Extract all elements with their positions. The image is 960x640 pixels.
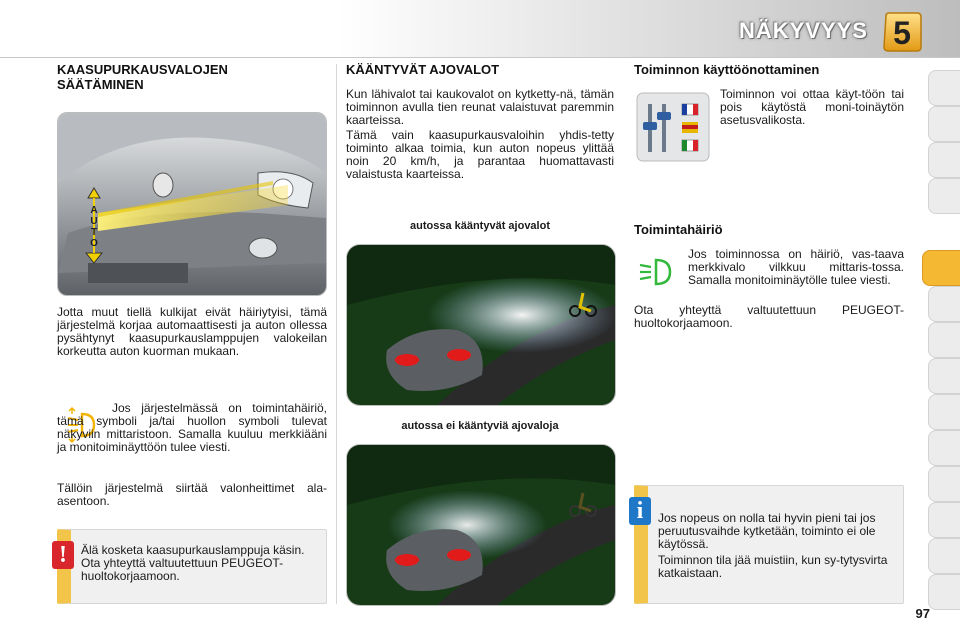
car-headlight-image (57, 112, 327, 296)
auto-label-u: U (90, 216, 98, 227)
middle-paragraph-1: Kun lähivalot tai kaukovalot on kytketty-nä, tämän toiminnon avulla tien reunat valaistuvat paremmin kaarteissa. (346, 87, 614, 127)
chapter-number: 5 (893, 15, 911, 51)
left-paragraph-1: Jotta muut tiellä kulkijat eivät häiriytyisi, tämä järjestelmä korjaa automaattisesti ja auton ollessa pysähtynyt kaasupurkauslamppujen valokeilan korkeutta auton kuorman mukaan. (57, 305, 327, 358)
middle-heading: KÄÄNTYVÄT AJOVALOT (346, 62, 500, 77)
chapter-number-badge (880, 10, 924, 54)
info-icon: i (629, 497, 651, 525)
caption-non-adaptive: autossa ei kääntyviä ajovaloja (401, 420, 559, 432)
auto-label-o: O (90, 238, 98, 249)
chapter-tab[interactable] (928, 70, 960, 106)
left-paragraph-2: Jos järjestelmässä on toimintahäiriö, tämä symboli ja/tai huollon symboli tulevat näkyviin mittaristoon. Samalla kuuluu merkkiääni ja monitoiminäyttöön tulee viesti. (57, 401, 327, 454)
settings-menu-icon (636, 92, 710, 162)
right-heading-activation: Toiminnon käyttöönottaminen (634, 62, 820, 77)
chapter-tab[interactable] (928, 394, 960, 430)
right-paragraph-fault: Jos toiminnossa on häiriö, vas-taava merkkivalo vilkkuu mittaris-tossa. Samalla monitoiminäytölle tulee viesti. (688, 247, 904, 287)
chapter-title: NÄKYVYYS (738, 18, 868, 43)
info-text: Jos nopeus on nolla tai hyvin pieni tai jos peruutusvaihde kytketään, toiminto ei ole käytössä. (658, 511, 876, 551)
chapter-tab[interactable] (928, 358, 960, 394)
right-paragraph-activation: Toiminnon voi ottaa käyt-töön tai pois käytöstä moni-toinäytön asetusvalikosta. (720, 87, 904, 127)
warning-box (57, 529, 327, 604)
chapter-tab[interactable] (928, 466, 960, 502)
right-paragraph-contact: Ota yhteyttä valtuutettuun PEUGEOT-huoltokorjaamoon. (634, 303, 904, 330)
right-heading-fault: Toimintahäiriö (634, 222, 723, 237)
warning-icon: ! (52, 541, 74, 569)
caption-adaptive: autossa kääntyvät ajovalot (409, 220, 550, 232)
info-text-2: Toiminnon tila jää muistiin, kun sy-tytysvirta katkaistaan. (658, 553, 888, 580)
chapter-tab[interactable] (928, 430, 960, 466)
adaptive-lights-image (346, 244, 616, 406)
chapter-tab[interactable] (928, 106, 960, 142)
warning-text: Älä kosketa kaasupurkauslamppuja käsin. Ota yhteyttä valtuutettuun PEUGEOT-huoltokorjaamoon. (81, 543, 305, 583)
left-heading: KAASUPURKAUSVALOJEN SÄÄTÄMINEN (57, 62, 228, 92)
non-adaptive-lights-image (346, 444, 616, 606)
peugeot-lion-logo (153, 173, 173, 197)
adaptive-headlamp-fault-icon (636, 256, 678, 290)
chapter-tab[interactable] (928, 574, 960, 610)
chapter-tab[interactable] (928, 286, 960, 322)
info-box (634, 485, 904, 604)
chapter-tab[interactable] (928, 142, 960, 178)
chapter-tab[interactable] (928, 178, 960, 214)
chapter-tab-active[interactable] (922, 250, 960, 286)
page-number: 97 (915, 606, 930, 621)
middle-paragraph-2: Tämä vain kaasupurkausvaloihin yhdis-tetty toiminto alkaa toimia, kun auton nopeus ylittää noin 20 km/h, ja parantaa huomattavasti valaistusta kaarteissa. (346, 128, 614, 181)
column-divider (336, 64, 337, 604)
chapter-tab[interactable] (928, 538, 960, 574)
chapter-tab[interactable] (928, 322, 960, 358)
auto-label-t: T (90, 227, 98, 238)
auto-label-a: A (90, 205, 98, 216)
header-rule (0, 57, 960, 58)
chapter-tab[interactable] (928, 502, 960, 538)
left-paragraph-3: Tällöin järjestelmä siirtää valonheittimet ala-asentoon. (57, 481, 327, 508)
